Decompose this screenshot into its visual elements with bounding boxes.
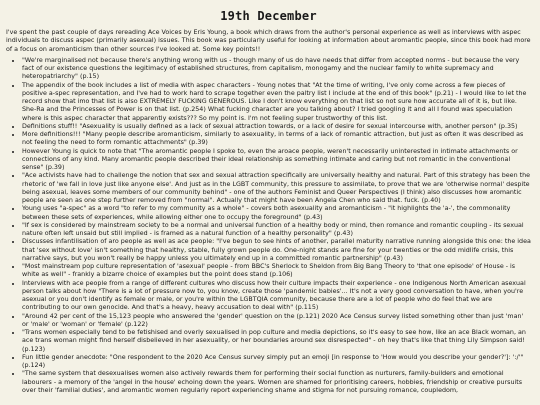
list-item: • Fun little gender anecdote: "One respondent to the 2020 Ace Census survey simply put an emoji [in response to 'How would you describe your gender?']: ':/'" (p.124): [22, 354, 531, 371]
list-item: • "Around 42 per cent of the 15,123 people who answered the 'gender' question on the (p.121) 2020 Ace Census survey listed something other than just 'man' or 'male' or 'woman' or 'female' (p.122): [22, 313, 531, 330]
list-item: • "We're marginalised not because there's anything wrong with us - though many of us do have needs that differ from accepted norms - but because the very fact of our existence questions the legitimacy of established structures, from capitalism, monogamy and the nuclear family to white supremacy and heteropatriarchy" (p.15): [22, 57, 531, 82]
list-item: • However Young is quick to note that "The aromantic people I spoke to, even the aroace people, weren't necessarily uninterested in intimate attachments or connections of any kind. Many aromantic people described their ideal relationship as something intimate and caring but not romantic in the conventional sense" (p.39): [22, 148, 531, 173]
list-item: • Young uses "a-spec" as a word "to refer to my community as a whole" - covers both asexuality and aromanticism - "it highlights the 'a-', the commonality between these sets of experiences, while allowing either one to occupy the foreground" (p.43): [22, 205, 531, 222]
list-item: • "If sex is considered by mainstream society to be a normal and universal function of a healthy body or mind, then romance and romantic coupling - its sexual nature often left unsaid but still implied - is framed as a natural function of a healthy personality" (p.43): [22, 222, 531, 239]
list-item: • Discusses infantilisation of aro people as well as ace people: "I've begun to see hints of another, parallel maturity narrative running alongside this one: the idea that 'sex without love' isn't something that healthy, stable, fully grown people do. One-night stands are fine for your twenties or the odd midlife crisis, this narrative says, but you won't really be happy unless you ultimately end up in a committed romantic partnership" (p.43): [22, 238, 531, 263]
list-item: • "Most mainstream pop culture representation of 'asexual' people - from BBC's Sherlock to Sheldon from Big Bang Theory to 'that one episode' of House - is white as well" - frankly a bizarre choice of examples but the point does stand (p.106): [22, 263, 531, 280]
list-item: • "The same system that desexualises women also actively rewards them for performing their social function as nurturers, family-builders and emotional labourers - a memory of the 'angel in the house' echoing down the years. Women are shamed for prioritising careers, hobbies, friendship or creative pursuits over their 'familial duties', and aromantic women regularly report experiencing shame and stigma for not pursuing romance, coupledom,: [22, 370, 531, 395]
list-item: • Interviews with ace people from a range of different cultures who discuss how their culture impacts their experience - one Indigenous North American asexual person talks about how "There is a lot of pressure now to, you know, create those 'pandemic babies'... It's not a very good conversation to have, when you're asexual or you don't identify as female or male, or you're within the LGBTQIA community, because there are a lot of people who do feel that we are contributing to our own genocide. And that's a heavy, heavy accusation to deal with" (p.115): [22, 280, 531, 313]
list-item: • More definitions!!! "Many people describe aromanticism, similarly to asexuality, in terms of a lack of romantic attraction, but just as often it was described as not feeling the need to form romantic attachments" (p.39): [22, 131, 531, 148]
intro-paragraph: I've spent the past couple of days rereading Ace Voices by Eris Young, a book which draws from the author's personal experience as well as interviews with aspec individuals to discuss aspec (primarily asexual) issues. This book was particularly useful for looking at information about aromantic people, since this book had more of a focus on aromanticism than other sources I've looked at. Some key points!!: [6, 29, 531, 53]
list-item: • The appendix of the book includes a list of media with aspec characters - Young notes that "At the time of writing, I've only come across a few pieces of positive a-spec representation, and I've had to work hard to scrape together even the paltry list I include at the end of this book" (p.21) - I would like to let the record show that imo that list is also EXTREMELY FUCKING GENEROUS. Like I don't know everything on that list so not sure how accurate all of it is, but like. She-Ra and the Princesses of Power is on that list. (p.254) What fucking character are you talking about? I tried googling it and all I found was speculation where is this aspec character that apparently exists??? So my point is. I'm not feeling super trustworthy of this list.: [22, 82, 531, 123]
page-title: 19th December: [220, 9, 317, 23]
list-item: • Definitions stuff!! "Asexuality is usually defined as a lack of sexual attraction towards, or a lack of desire for sexual intercourse with, another person" (p.35): [22, 123, 531, 131]
list-item: • "Trans women especially tend to be fetishised and overly sexualised in pop culture and media depictions, so it's easy to see how, like an ace Black woman, an ace trans woman might find herself disbelieved in her asexuality, or her boundaries around sex disrespected" - oh hey that's like that thing Lily Simpson said! (p.123): [22, 329, 531, 354]
key-points-list: [6, 57, 531, 395]
list-item: • "Ace activists have had to challenge the notion that sex and sexual attraction specifically are universally healthy and natural. Part of this strategy has been the rhetoric of 'we fall in love just like anyone else'. And just as in the LGBT community, this pressure to assimilate, to prove that we are 'otherwise normal' despite being asexual, leaves some members of our community behind" - one of the authors Feminist and Queer Perspectives (I think) also discusses how aromantic people are seen as one step further removed from "normal". Actually that might have been Angela Chen who said that. fuck. (p.40): [22, 172, 531, 205]
